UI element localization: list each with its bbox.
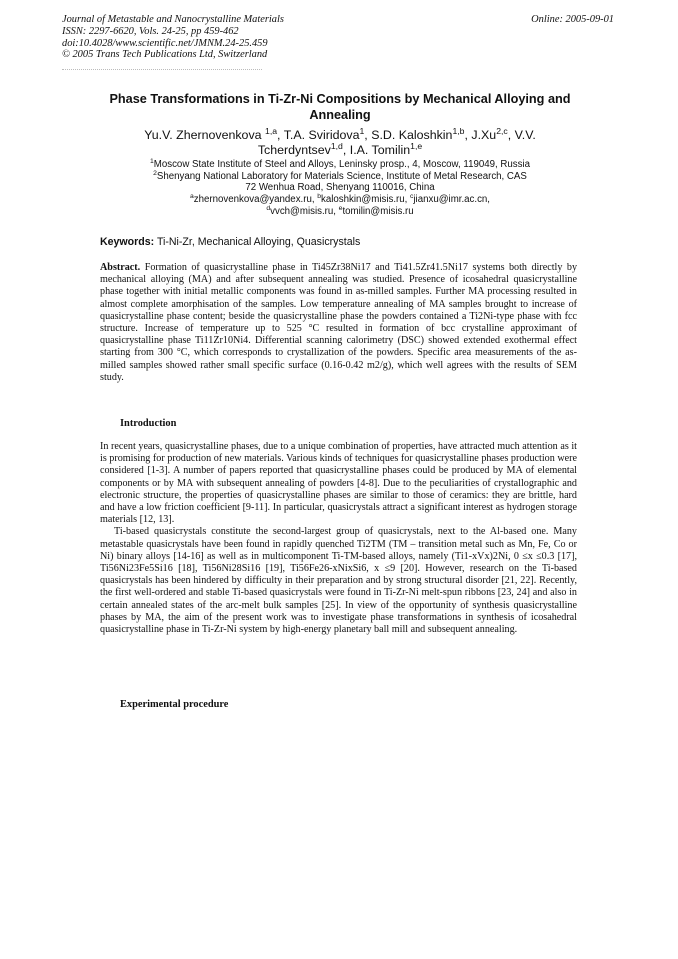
- email-link[interactable]: zhernovenkova@yandex.ru,: [193, 194, 315, 206]
- email-link[interactable]: tomilin@misis.ru: [342, 205, 414, 217]
- header-divider: [62, 69, 262, 70]
- email-link[interactable]: jianxu@imr.ac.cn,: [413, 194, 491, 206]
- email-line: [100, 206, 580, 218]
- paragraph: Ti-based quasicrystals constitute the second-largest group of quasicrystals, next to the Al-based one. Many metastable quasicrystals have been found in rapidly quenched Ti2TM (TM – transition metal such as Mn, Fe, Co or Ni) binary alloys [14-16] as well as in multicomponent Ti-TM-based alloys, namely (Ti1-xVx)2Ni, 0 ≤x ≤0.3 [17], Ti56Ni23Fe5Si16 [18], Ti56Ni28Si16 [19], Ti56Fe26-xNixSi6, x ≤9 [20]. However, research on the Ti-based quasicrystals has been hindered by difficulty in their preparation and by strong structural disorder [21, 22]. Recently, the first well-ordered and stable Ti-based quasicrystals were found in Ti-Zr-Ni melt-spun ribbons [23, 24] and also in certain annealed states of the arc-melt bulk samples [25]. In view of the opportunity of synthesis quasicrystalline phases by MA, the aim of the present work was to investigate phase transformations in synthesis of icosahedral quasicrystalline phase in Ti-Zr-Ni system by high-energy planetary ball mill and subsequent annealing.: [100, 526, 577, 636]
- online-date: Online: 2005-09-01: [531, 14, 614, 25]
- author-name: T.A. Sviridova: [283, 128, 360, 142]
- abstract-text: Formation of quasicrystalline phase in Ti45Zr38Ni17 and Ti41.5Zr41.5Ni17 systems both directly by mechanical alloying (MA) and after subsequent annealing was studied. Presence of icosahedral quasicrystalline phase together with initial metallic components was found in as-milled samples. Further MA processing resulted in almost complete amorphisation of the samples. Low temperature annealing of MA samples brought to increase of quasicrystalline phase content; beside the quasicrystalline phase the powders contained a Ti2Ni-type phase with fcc structure. Increase of temperature up to 525 °C resulted in formation of bcc crystalline approximant of quasicrystalline phase Ti11Zr10Ni4. Differential scanning calorimetry (DSC) showed extended exothermal effect starting from 300 °C, which corresponds to crystallization of the powders. Specific area measurements of the as-milled samples showed rather small specific surface (0.16-0.42 m2/g), which well agrees with the results of SEM study.: [100, 262, 578, 383]
- email-mark: c: [410, 192, 414, 200]
- author-name: J.Xu: [471, 128, 497, 142]
- affiliation-mark: 1: [150, 157, 154, 165]
- affiliation-line: 72 Wenhua Road, Shenyang 110016, China: [245, 182, 435, 194]
- affiliation-line: [100, 159, 580, 171]
- keywords-text: Ti-Ni-Zr, Mechanical Alloying, Quasicrystals: [156, 236, 361, 248]
- email-link[interactable]: vvch@misis.ru,: [270, 205, 336, 217]
- author-list: Yu.V. Zhernovenkova $^{1,a}$, T.A. Sviridova$^1$, S.D. Kaloshkin$^{1,b}$, J.Xu$^{2,c}$, V.V. Tcherdyntsev$^{1,d}$, I.A. Tomilin$^{1,e}$: [144, 125, 536, 157]
- affiliations: [100, 159, 580, 218]
- author-mark: 2,c: [496, 125, 508, 136]
- author-name: V.V. Tcherdyntsev: [257, 128, 536, 157]
- email-mark: d: [266, 204, 271, 212]
- author-mark: 1,e: [410, 140, 423, 151]
- author-name: Yu.V. Zhernovenkova: [144, 128, 262, 142]
- experimental-heading: Experimental procedure: [120, 699, 229, 710]
- journal-header: [62, 14, 284, 61]
- introduction-body: [100, 441, 577, 636]
- email-mark: b: [317, 192, 322, 200]
- keywords: [100, 236, 360, 248]
- affiliation-mark: 2: [153, 169, 157, 177]
- email-mark: a: [189, 192, 194, 200]
- issn-line: ISSN: 2297-6620, Vols. 24-25, pp 459-462: [62, 25, 239, 37]
- affiliation-text: Shenyang National Laboratory for Materials Science, Institute of Metal Research, CAS: [156, 170, 527, 182]
- paper-title: Phase Transformations in Ti-Zr-Ni Compositions by Mechanical Alloying and Annealing: [109, 92, 571, 122]
- paragraph: In recent years, quasicrystalline phases, due to a unique combination of properties, have attracted much attention as it is promising for production of new materials. Various kinds of techniques for quasicrystalline phases production were considered [1-3]. A number of papers reported that quasicrystalline phases could be produced by MA of elemental components or by MA with subsequent annealing of powders [4-8]. Due to the peculiarities of crystallographic and electronic structure, the properties of quasicrystalline phases are similar to those of ceramics: they are brittle, hard and have a low friction coefficient [9-11]. In particular, quasicrystals attract a significant interest as hydrogen storage materials [12, 13].: [100, 441, 577, 526]
- email-link[interactable]: kaloshkin@misis.ru,: [321, 194, 408, 206]
- author-mark: 1,a: [265, 125, 278, 136]
- affiliation-line: [100, 171, 580, 183]
- author-name: I.A. Tomilin: [349, 143, 411, 157]
- copyright-line: © 2005 Trans Tech Publications Ltd, Switzerland: [62, 49, 268, 61]
- affiliation-text: Moscow State Institute of Steel and Alloys, Leninsky prosp., 4, Moscow, 119049, Russia: [153, 159, 530, 170]
- journal-name: Journal of Metastable and Nanocrystalline Materials: [62, 14, 284, 25]
- doi-line: doi:10.4028/www.scientific.net/JMNM.24-25.459: [62, 37, 268, 49]
- introduction-heading: Introduction: [120, 418, 177, 429]
- abstract-label: Abstract.: [100, 262, 141, 273]
- author-mark: 1: [359, 125, 365, 136]
- author-mark: 1,b: [452, 125, 465, 136]
- keywords-label: Keywords:: [100, 236, 155, 248]
- author-mark: 1,d: [330, 140, 343, 151]
- email-mark: e: [338, 204, 343, 212]
- abstract: [100, 262, 577, 384]
- author-name: S.D. Kaloshkin: [371, 128, 453, 142]
